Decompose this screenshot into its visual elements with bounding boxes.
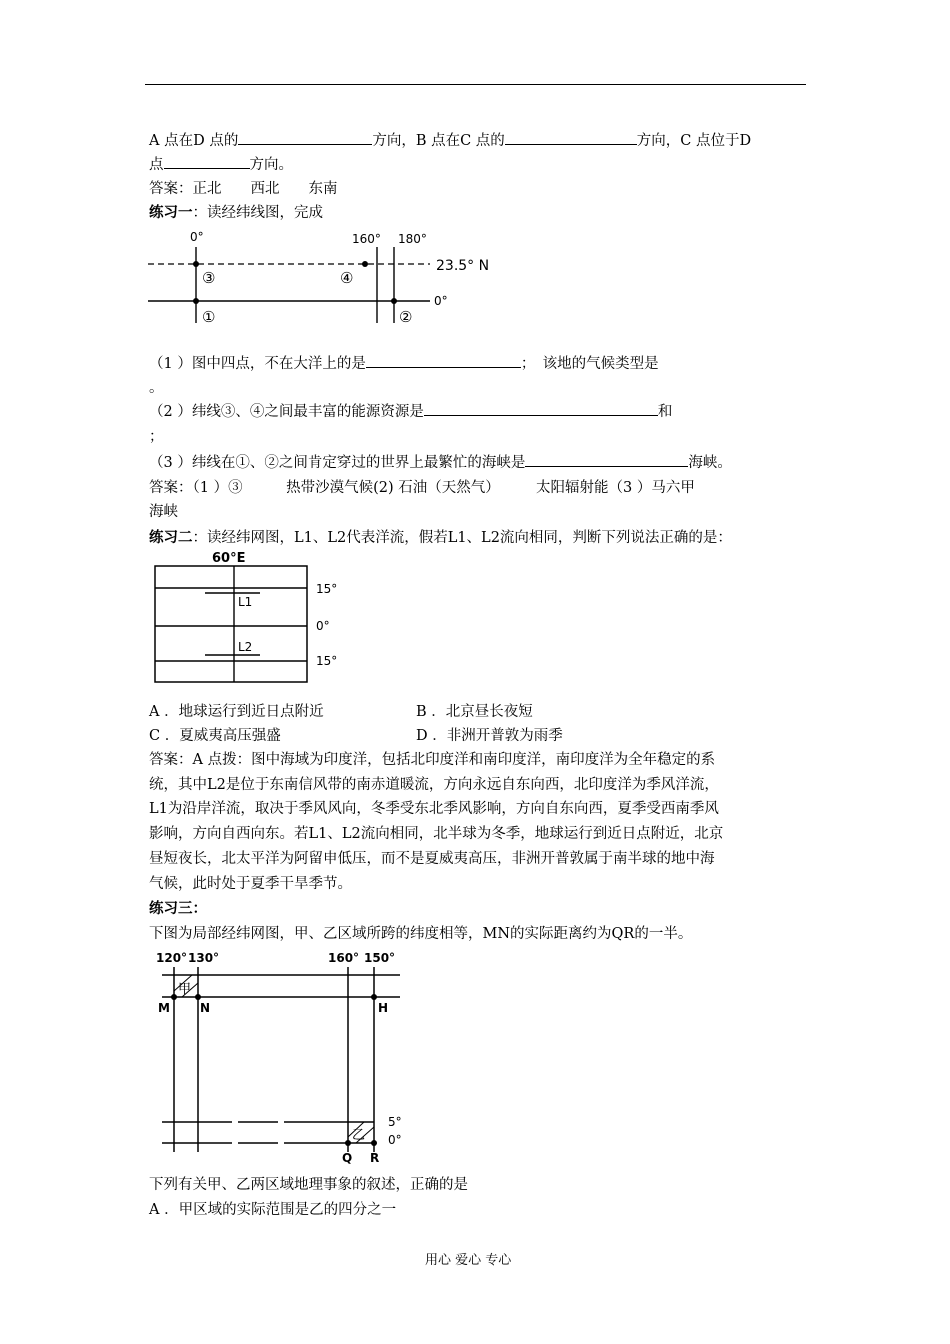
lat-label-0: 0°	[388, 1133, 402, 1147]
text: （1 ）图中四点，不在大洋上的是	[149, 356, 366, 372]
map-frame	[155, 566, 307, 682]
text: A 点在D 点的	[149, 133, 239, 149]
text: 点	[149, 157, 164, 173]
exercise-3-description: 下图为局部经纬网图，甲、乙区域所跨的纬度相等，MN的实际距离约为QR的一半。	[149, 926, 693, 942]
exercise-1-heading	[149, 201, 323, 222]
answer-2b: 海峡	[149, 504, 178, 520]
lon-label-180: 180°	[398, 232, 427, 246]
lat-label-15n: 15°	[316, 582, 338, 596]
answer-blank	[505, 131, 637, 145]
lon-label-150: 150°	[364, 951, 396, 965]
point-n-dot	[195, 994, 201, 1000]
figure-2-ocean-currents	[150, 547, 350, 687]
answer-blank	[164, 155, 250, 169]
lon-label-160: 160°	[352, 232, 381, 246]
current-l1-label: L1	[238, 595, 253, 609]
answer-blank	[366, 354, 521, 368]
question-1-end: 。	[149, 380, 164, 396]
point-4-label: ④	[340, 269, 354, 287]
text: 方向。	[249, 157, 293, 173]
question-1	[149, 352, 804, 373]
lat-label-0: 0°	[316, 619, 330, 633]
lat-label-0: 0°	[434, 294, 448, 308]
text: （2 ）纬线③、④之间最丰富的能源资源是	[149, 404, 424, 420]
lat-label-15s: 15°	[316, 654, 338, 668]
region-jia-label: 甲	[178, 982, 192, 997]
question-3	[149, 451, 732, 472]
exercise-2-heading	[149, 526, 732, 547]
exercise-title: 练习一	[149, 204, 193, 221]
lat-label-23-5: 23.5° N	[436, 258, 490, 274]
exercise-3-heading: 练习三：	[149, 900, 207, 917]
exercise-prompt: ：读经纬网图，L1、L2代表洋流，假若L1、L2流向相同，判断下列说法正确的是：	[192, 530, 732, 546]
header-rule	[145, 84, 806, 85]
explanation-line: 统，其中L2是位于东南信风带的南赤道暖流，方向永远自东向西，北印度洋为季风洋流，	[149, 777, 719, 793]
point-h-label: H	[378, 1001, 389, 1015]
point-n-label: N	[200, 1001, 211, 1015]
question-2	[149, 400, 672, 421]
text: 方向，C 点位于D	[636, 133, 752, 149]
point-r-dot	[371, 1140, 377, 1146]
question-4: 下列有关甲、乙两区域地理事象的叙述，正确的是	[149, 1177, 468, 1193]
exercise-title: 练习二	[149, 529, 193, 546]
option-c: C ．夏威夷高压强盛	[149, 728, 281, 744]
point-dot	[193, 298, 199, 304]
point-q-dot	[345, 1140, 351, 1146]
point-dot	[391, 298, 397, 304]
question-line-1	[149, 129, 751, 150]
point-dot	[193, 261, 199, 267]
point-h-dot	[371, 994, 377, 1000]
point-dot	[362, 261, 368, 267]
lon-label-60e: 60°E	[212, 551, 246, 566]
text: ； 该地的气候类型是	[520, 356, 659, 372]
option-d: D ．非洲开普敦为雨季	[416, 728, 563, 744]
point-2-label: ②	[399, 308, 413, 326]
point-m-label: M	[158, 1001, 170, 1015]
explanation-line: L1为沿岸洋流，取决于季风风向，冬季受东北季风影响，方向自东向西，夏季受西南季风	[149, 801, 719, 817]
text: 方向，B 点在C 点的	[372, 133, 505, 149]
exercise-prompt: ：读经纬线图，完成	[192, 205, 323, 221]
region-yi-label: 乙	[352, 1128, 366, 1143]
lon-label-130: 130°	[188, 951, 220, 965]
answer-blank	[238, 131, 372, 145]
text: 和	[657, 404, 673, 420]
question-line-2	[149, 153, 293, 174]
text: （3 ）纬线在①、②之间肯定穿过的世界上最繁忙的海峡是	[149, 455, 526, 471]
explanation-line: 昼短夜长，北太平洋为阿留申低压，而不是夏威夷高压，非洲开普敦属于南半球的地中海	[149, 851, 715, 867]
point-q-label: Q	[342, 1151, 353, 1165]
explanation-line: 影响，方向自西向东。若L1、L2流向相同，北半球为冬季，地球运行到近日点附近，北京	[149, 826, 724, 842]
question-2-end: ；	[149, 429, 164, 445]
point-1-label: ①	[202, 308, 216, 326]
question-4-option-a: A ．甲区域的实际范围是乙的四分之一	[149, 1202, 397, 1218]
answer-2a: 答案：（1 ）③ 热带沙漠气候(2) 石油（天然气） 太阳辐射能（3 ）马六甲	[149, 480, 695, 496]
page-footer: 用心 爱心 专心	[425, 1253, 512, 1268]
point-m-dot	[171, 994, 177, 1000]
option-a: A ．地球运行到近日点附近	[149, 704, 324, 720]
lon-label-160: 160°	[328, 951, 360, 965]
current-l2-label: L2	[238, 640, 253, 654]
answer-1: 答案：正北 西北 东南	[149, 181, 338, 197]
point-r-label: R	[370, 1151, 380, 1165]
point-3-label: ③	[202, 269, 216, 287]
figure-3-graticule	[152, 945, 422, 1167]
answer-blank	[424, 402, 658, 416]
explanation-line: 气候，此时处于夏季干旱季节。	[149, 876, 352, 892]
option-b: B ．北京昼长夜短	[416, 704, 533, 720]
lon-label-120: 120°	[156, 951, 188, 965]
figure-1-graticule	[140, 225, 520, 335]
answer-blank	[525, 453, 688, 467]
lon-label-0: 0°	[190, 230, 204, 244]
text: 海峡。	[688, 455, 732, 471]
explanation-line: 答案：A 点拨：图中海域为印度洋，包括北印度洋和南印度洋，南印度洋为全年稳定的系	[149, 752, 716, 768]
lat-label-5: 5°	[388, 1115, 402, 1129]
